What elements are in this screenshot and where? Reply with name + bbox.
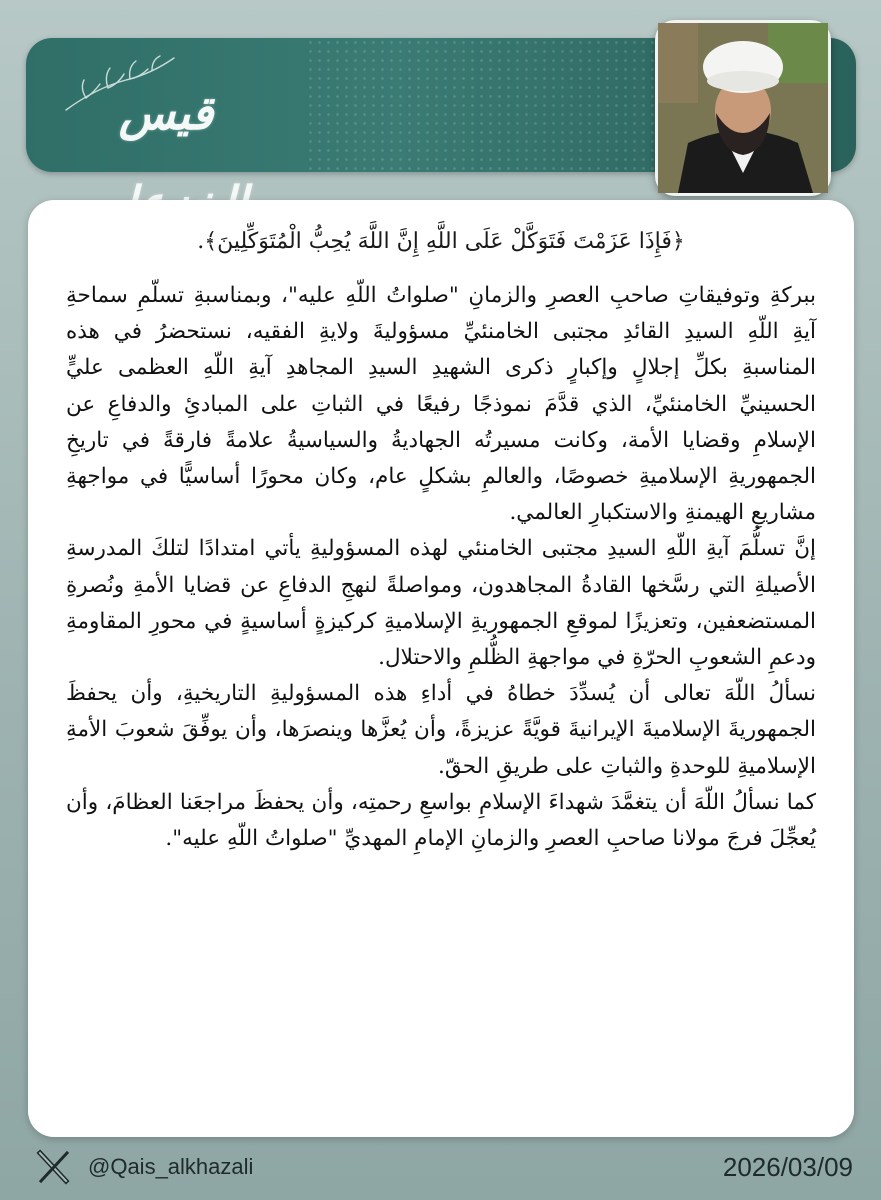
quran-verse: ﴿فَإِذَا عَزَمْتَ فَتَوَكَّلْ عَلَى اللَّهِ إِنَّ اللَّهَ يُحِبُّ الْمُتَوَكِّلِينَ﴾. <box>197 229 685 254</box>
x-logo-icon[interactable] <box>34 1150 74 1184</box>
paragraph: نسألُ اللّهَ تعالى أن يُسدِّدَ خطاهُ في أداءِ هذه المسؤوليةِ التاريخيةِ، وأن يحفظَ الجمهوريةَ الإسلاميةَ الإيرانيةَ قويَّةً عزيزةً، وأن يُعزَّها وينصرَها، وأن يوفِّقَ شعوبَ الأمةِ الإسلاميةِ للوحدةِ والثباتِ على طريقِ الحقّ. <box>66 681 816 779</box>
paragraph: إنَّ تسلُّمَ آيةِ اللّهِ السيدِ مجتبى الخامنئي لهذه المسؤوليةِ يأتي امتدادًا لتلكَ المدرسةِ الأصيلةِ التي رسَّخها القادةُ المجاهدون، ومواصلةً لنهجِ الدفاعِ عن قضايا الأمةِ ونُصرةِ المستضعفين، وتعزيزًا لموقعِ الجمهوريةِ الإسلاميةِ كركيزةٍ أساسيةٍ في محورِ المقاومةِ ودعمِ الشعوبِ الحرّةِ في مواجهةِ الظُّلمِ والاحتلال. <box>66 536 816 671</box>
statement-body <box>66 278 816 857</box>
paragraph: كما نسألُ اللّهَ أن يتغمَّدَ شهداءَ الإسلامِ بواسعِ رحمتِه، وأن يحفظَ مراجعَنا العظامَ، وأن يُعجِّلَ فرجَ مولانا صاحبِ العصرِ والزمانِ الإمامِ المهديِّ "صلواتُ اللّهِ عليه". <box>66 789 816 852</box>
name-calligraphy: قيس <box>118 86 214 140</box>
statement-card <box>28 200 854 1137</box>
paragraph: ببركةِ وتوفيقاتِ صاحبِ العصرِ والزمانِ "صلواتُ اللّهِ عليه"، وبمناسبةِ تسلّمِ سماحةِ آيةِ اللّهِ السيدِ القائدِ مجتبى الخامنئيِّ مسؤوليةَ ولايةِ الفقيه، نستحضرُ في هذه المناسبةِ بكلِّ إجلالٍ وإكبارٍ ذكرى الشهيدِ السيدِ المجاهدِ آيةِ اللّهِ العظمى عليٍّ الحسينيِّ الخامنئيِّ، الذي قدَّمَ نموذجًا رفيعًا في الثباتِ على المبادئِ والدفاعِ عن الإسلامِ وقضايا الأمة، وكانت مسيرتُه الجهاديةُ والسياسيةُ علامةً فارقةً في تاريخِ الجمهوريةِ الإسلاميةِ خصوصًا، والعالمِ بشكلٍ عام، وكان محورًا أساسيًّا في مواجهةِ مشاريعِ الهيمنةِ والاستكبارِ العالمي. <box>66 283 816 526</box>
portrait-photo <box>655 20 831 196</box>
post-date: 2026/03/09 <box>722 1152 853 1182</box>
social-handle[interactable]: @Qais_alkhazali <box>88 1154 254 1179</box>
dot-pattern-decoration <box>306 38 686 172</box>
